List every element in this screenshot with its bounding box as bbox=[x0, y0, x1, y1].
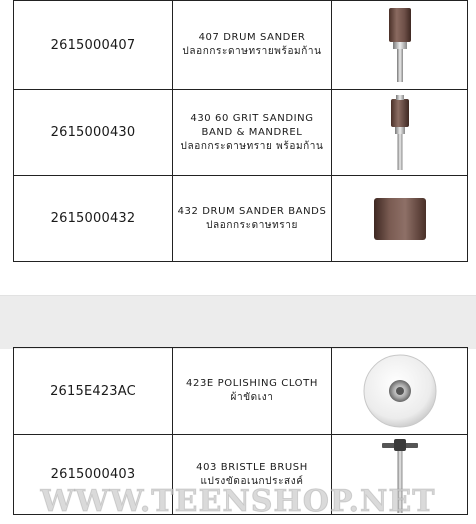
drum-sander-407-icon bbox=[380, 7, 420, 83]
product-name-thai: ปลอกกระดาษทราย พร้อมก้าน bbox=[180, 140, 324, 152]
table-row bbox=[14, 90, 468, 176]
product-name: 407 DRUM SANDER bbox=[198, 32, 306, 43]
product-name: 423E POLISHING CLOTH bbox=[186, 378, 318, 389]
product-image-cell bbox=[332, 90, 468, 176]
sander-band-432-icon bbox=[372, 196, 428, 242]
sanding-band-mandrel-430-icon bbox=[385, 95, 415, 171]
product-code: 2615000432 bbox=[14, 176, 173, 262]
product-image-cell bbox=[332, 176, 468, 262]
product-code: 2615E423AC bbox=[14, 348, 173, 435]
product-name-thai: แปรงขัดอเนกประสงค์ bbox=[200, 475, 304, 487]
product-description bbox=[173, 348, 332, 435]
table-row bbox=[14, 348, 468, 435]
product-code: 2615000407 bbox=[14, 1, 173, 90]
product-name-thai: ปลอกกระดาษทราย bbox=[206, 219, 298, 231]
product-image-cell bbox=[332, 435, 468, 515]
product-table-top bbox=[13, 0, 468, 262]
watermark-logo: WWW.TEENSHOP.NET bbox=[40, 484, 436, 519]
product-image-cell bbox=[332, 348, 468, 435]
table-row bbox=[14, 435, 468, 515]
product-description bbox=[173, 176, 332, 262]
product-name-thai: ปลอกกระดาษทรายพร้อมก้าน bbox=[182, 46, 322, 57]
product-code: 2615000430 bbox=[14, 90, 173, 176]
product-image-cell bbox=[332, 1, 468, 90]
product-description bbox=[173, 1, 332, 90]
bristle-brush-icon bbox=[380, 437, 420, 513]
product-code: 2615000403 bbox=[14, 435, 173, 515]
product-table-bottom bbox=[13, 347, 468, 515]
product-description bbox=[173, 435, 332, 515]
product-name-line2: BAND & MANDREL bbox=[201, 126, 303, 138]
product-name: 432 DRUM SANDER BANDS bbox=[177, 205, 327, 217]
product-name-thai: ผ้าขัดเงา bbox=[230, 392, 274, 403]
section-separator bbox=[0, 295, 476, 349]
product-name-line1: 430 60 GRIT SANDING bbox=[190, 112, 314, 124]
product-description bbox=[173, 90, 332, 176]
polishing-cloth-wheel-icon bbox=[362, 353, 438, 429]
product-name: 403 BRISTLE BRUSH bbox=[196, 461, 308, 473]
table-row bbox=[14, 176, 468, 262]
table-row bbox=[14, 1, 468, 90]
